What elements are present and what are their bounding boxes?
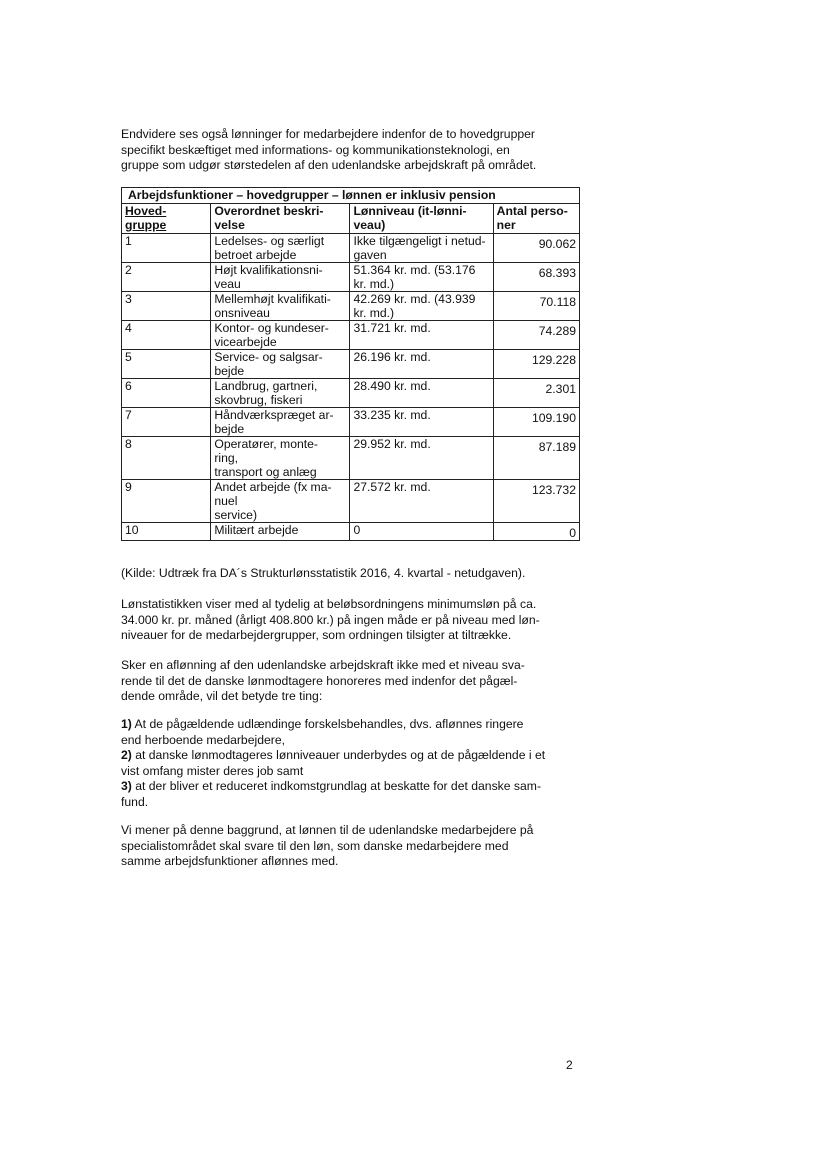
header-wage: Lønniveau (it-lønni- veau) [350,204,493,234]
cell-description: Service- og salgsar- bejde [211,350,350,379]
cell-description: Andet arbejde (fx ma- nuel service) [211,480,350,523]
cell-wage: 31.721 kr. md. [350,321,493,350]
cell-group: 6 [122,379,211,408]
cell-group: 2 [122,263,211,292]
cell-group: 7 [122,408,211,437]
header-group: Hoved- gruppe [122,204,211,234]
cell-description: Ledelses- og særligt betroet arbejde [211,234,350,263]
paragraph-consequences: Sker en aflønning af den udenlandske arbejdskraft ikke med et niveau sva- rende til det de danske lønmodtagere honoreres med indenfor det pågæl- dende område, vil det betyde tre ting: [121,658,525,703]
cell-count: 74.289 [493,321,579,350]
intro-line: specifikt beskæftiget med informations- og kommunikationsteknologi, en [121,142,510,157]
cell-description: Operatører, monte- ring, transport og anlæg [211,437,350,480]
cell-description: Mellemhøjt kvalifikati- onsniveau [211,292,350,321]
cell-group: 3 [122,292,211,321]
cell-group: 4 [122,321,211,350]
cell-wage: 42.269 kr. md. (43.939 kr. md.) [350,292,493,321]
cell-count: 129.228 [493,350,579,379]
source-note: (Kilde: Udtræk fra DA´s Strukturlønsstatistik 2016, 4. kvartal - netudgaven). [121,566,526,580]
cell-description: Kontor- og kundeser- vicearbejde [211,321,350,350]
intro-line: Endvidere ses også lønninger for medarbejdere indenfor de to hovedgrupper [121,127,535,141]
page-number: 2 [566,1058,573,1072]
table-row [122,234,580,263]
table-row [122,292,580,321]
table-row [122,437,580,480]
table-row [122,408,580,437]
cell-group: 10 [122,523,211,541]
paragraph-conclusion: Vi mener på denne baggrund, at lønnen til de udenlandske medarbejdere på specialistområdet skal svare til den løn, som danske medarbejdere med samme arbejdsfunktioner aflønnes med. [121,823,534,868]
cell-description: Landbrug, gartneri, skovbrug, fiskeri [211,379,350,408]
table-row [122,263,580,292]
cell-wage: 51.364 kr. md. (53.176 kr. md.) [350,263,493,292]
cell-group: 5 [122,350,211,379]
cell-group: 1 [122,234,211,263]
cell-count: 70.118 [493,292,579,321]
table-row [122,350,580,379]
cell-description: Højt kvalifikationsni- veau [211,263,350,292]
table-caption: Arbejdsfunktioner – hovedgrupper – lønnen er inklusiv pension [122,188,580,204]
header-count: Antal perso- ner [493,204,579,234]
intro-paragraph [121,127,591,174]
point-2: 2) at danske lønmodtageres lønniveauer underbydes og at de pågældende i et [121,748,546,762]
numbered-points: 1) At de pågældende udlændinge forskelsbehandles, dvs. aflønnes ringere end herboende medarbejdere, 2) at danske lønmodtageres lønniveauer underbydes og at de pågældende i et vist omfang mister deres job samt 3) at der bliver et reduceret indkomstgrundlag at beskatte for det danske sam- fund. [121,717,591,810]
cell-count: 109.190 [493,408,579,437]
cell-count: 0 [493,523,579,541]
cell-wage: 28.490 kr. md. [350,379,493,408]
table-caption-row [122,188,580,204]
cell-description: Militært arbejde [211,523,350,541]
cell-group: 9 [122,480,211,523]
cell-count: 123.732 [493,480,579,523]
cell-count: 2.301 [493,379,579,408]
header-description: Overordnet beskri- velse [211,204,350,234]
paragraph-minimum-wage: Lønstatistikken viser med al tydelig at beløbsordningens minimumsløn på ca. 34.000 kr. pr. måned (årligt 408.800 kr.) på ingen måde er på niveau med løn- niveauer for de medarbejdergrupper, som ordningen tilsigter at tiltrække. [121,597,540,642]
point-3: 3) at der bliver et reduceret indkomstgrundlag at beskatte for det danske sam- [121,779,542,793]
cell-wage: 0 [350,523,493,541]
cell-group: 8 [122,437,211,480]
cell-wage: 26.196 kr. md. [350,350,493,379]
cell-description: Håndværkspræget ar- bejde [211,408,350,437]
cell-count: 90.062 [493,234,579,263]
table-row [122,321,580,350]
table-row [122,523,580,541]
intro-line: gruppe som udgør størstedelen af den udenlandske arbejdskraft på området. [121,158,537,172]
cell-wage: 33.235 kr. md. [350,408,493,437]
point-1: 1) At de pågældende udlændinge forskelsbehandles, dvs. aflønnes ringere [121,717,524,731]
cell-wage: Ikke tilgængeligt i netud- gaven [350,234,493,263]
table-header-row [122,204,580,234]
table-row [122,480,580,523]
cell-count: 87.189 [493,437,579,480]
wage-table [121,187,580,541]
cell-wage: 29.952 kr. md. [350,437,493,480]
cell-count: 68.393 [493,263,579,292]
table-row [122,379,580,408]
cell-wage: 27.572 kr. md. [350,480,493,523]
